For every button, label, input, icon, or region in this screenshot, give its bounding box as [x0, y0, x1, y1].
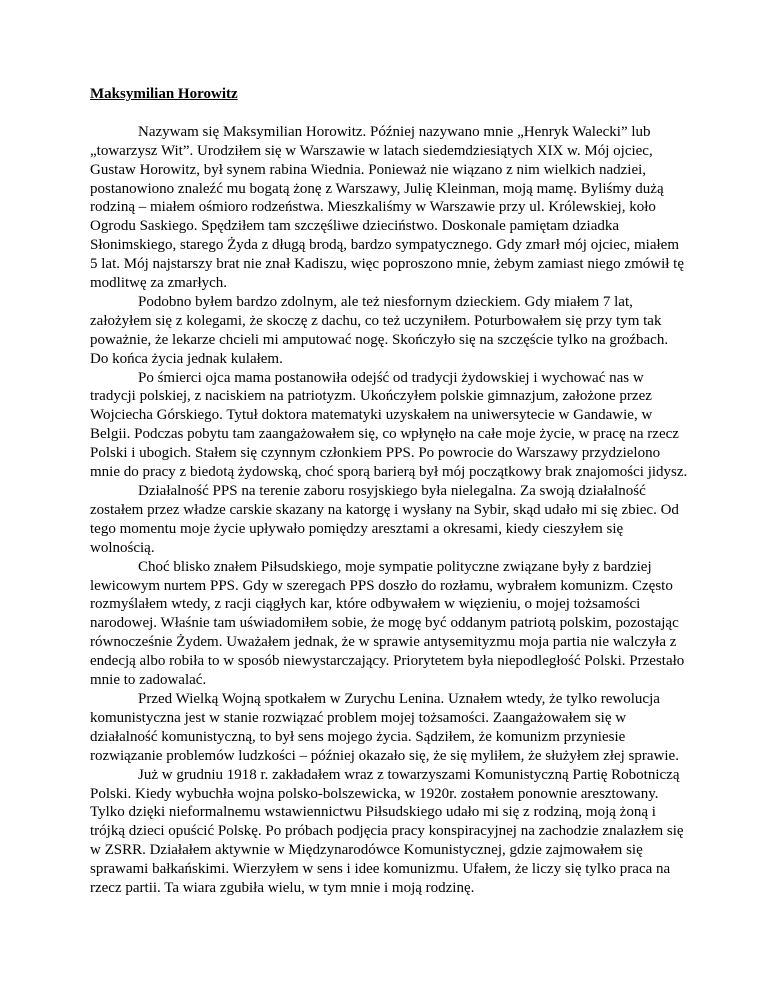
paragraph-3: Po śmierci ojca mama postanowiła odejść od tradycji żydowskiej i wychować nas w tradycji polskiej, z naciskiem na patriotyzm. Ukończyłem polskie gimnazjum, założone przez Wojciecha Górskiego. Tytuł doktora matematyki uzyskałem na uniwersytecie w Gandawie, w Belgii. Podczas pobytu tam zaangażowałem się, co wpłynęło na całe moje życie, w pracę na rzecz Polski i ubogich. Stałem się czynnym członkiem PPS. Po powrocie do Warszawy przydzielono mnie do pracy z biedotą żydowską, choć sporą barierą był mój początkowy brak znajomości jidysz.: [90, 369, 688, 481]
paragraph-2: Podobno byłem bardzo zdolnym, ale też niesfornym dzieckiem. Gdy miałem 7 lat, założyłem się z kolegami, że skoczę z dachu, co też uczyniłem. Poturbowałem się przy tym tak poważnie, że lekarze chcieli mi amputować nogę. Skończyło się na szczęście tylko na groźbach. Do końca życia jednak kulałem.: [90, 293, 669, 367]
paragraph-1: Nazywam się Maksymilian Horowitz. Później nazywano mnie „Henryk Walecki” lub „towarzysz Wit”. Urodziłem się w Warszawie w latach siedemdziesiątych XIX w. Mój ojciec, Gustaw Horowitz, był synem rabina Wiednia. Ponieważ nie wiązano z nim wielkich nadziei, postanowiono znaleźć mu bogatą żonę z Warszawy, Julię Kleinman, moją mamę. Byliśmy dużą rodziną – miałem ośmioro rodzeństwa. Mieszkaliśmy w Warszawie przy ul. Królewskiej, koło Ogrodu Saskiego. Spędziłem tam szczęśliwe dzieciństwo. Doskonale pamiętam dziadka Słonimskiego, starego Żyda z długą brodą, bardzo sympatycznego. Gdy zmarł mój ojciec, miałem 5 lat. Mój najstarszy brat nie znał Kadiszu, więc poproszono mnie, żebym zamiast niego zmówił tę modlitwę za zmarłych.: [90, 123, 684, 292]
paragraph-6: Przed Wielką Wojną spotkałem w Zurychu Lenina. Uznałem wtedy, że tylko rewolucja komunistyczna jest w stanie rozwiązać problem mojej tożsamości. Zaangażowałem się w działalność komunistyczną, to był sens mojego życia. Sądziłem, że komunizm przyniesie rozwiązanie problemów ludzkości – później okazało się, że się myliłem, że służyłem złej sprawie.: [90, 690, 679, 764]
paragraph-7: Już w grudniu 1918 r. zakładałem wraz z towarzyszami Komunistyczną Partię Robotniczą Polski. Kiedy wybuchła wojna polsko-bolszewicka, w 1920r. zostałem ponownie aresztowany. Tylko dzięki nieformalnemu wstawiennictwu Piłsudskiego udało mi się z rodziną, moją żoną i trójką dzieci opuścić Polskę. Po próbach podjęcia pracy konspiracyjnej na zachodzie znalazłem się w ZSRR. Działałem aktywnie w Międzynarodówce Komunistycznej, gdzie zajmowałem się sprawami bałkańskimi. Wierzyłem w sens i idee komunizmu. Ufałem, że liczy się tylko praca na rzecz partii. Ta wiara zgubiła wielu, w tym mnie i moją rodzinę.: [90, 766, 684, 897]
document-title: Maksymilian Horowitz: [90, 86, 238, 102]
paragraph-5: Choć blisko znałem Piłsudskiego, moje sympatie polityczne związane były z bardziej lewicowym nurtem PPS. Gdy w szeregach PPS doszło do rozłamu, wybrałem komunizm. Często rozmyślałem wtedy, z racji ciągłych kar, które odbywałem w więzieniu, o mojej tożsamości narodowej. Właśnie tam uświadomiłem sobie, że mogę być oddanym patriotą polskim, pozostając równocześnie Żydem. Uważałem jednak, że w sprawie antysemityzmu moja partia nie walczyła z endecją albo robiła to w sposób niewystarczający. Priorytetem była niepodległość Polski. Przestało mnie to zadowalać.: [90, 558, 685, 689]
document-page: [90, 85, 690, 898]
paragraph-4: Działalność PPS na terenie zaboru rosyjskiego była nielegalna. Za swoją działalność zostałem przez władze carskie skazany na katorgę i wysłany na Sybir, skąd udało mi się zbiec. Od tego momentu moje życie upływało pomiędzy aresztami a okresami, kiedy cieszyłem się wolnością.: [90, 483, 679, 556]
